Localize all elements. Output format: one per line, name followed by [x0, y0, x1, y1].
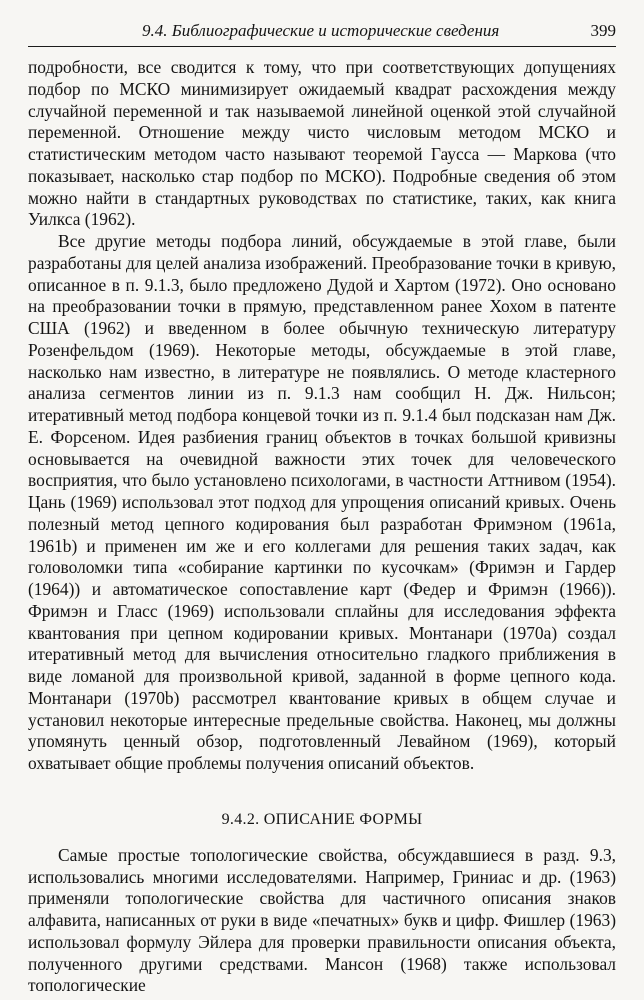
paragraph-line-methods-history: Все другие методы подбора линий, обсуждаемые в этой главе, были разработаны для целей анализа изображений. Преобразование точки в кривую, описанное в п. 9.1.3, было предложено Дудой и Хартом (1972). Оно основано на преобразовании точки в прямую, представленном ранее Хохом в патенте США (1962) и введенном в более обычную техническую литературу Розенфельдом (1969). Некоторые методы, обсуждаемые в этой главе, насколько нам известно, в литературе не появлялись. О методе кластерного анализа сегментов линии из п. 9.1.3 нам сообщил Н. Дж. Нильсон; итеративный метод подбора концевой точки из п. 9.1.4 был подсказан нам Дж. Е. Форсеном. Идея разбиения границ объектов в точках большой кривизны основывается на очевидной важности этих точек для человеческого восприятия, что было установлено психологами, в частности Аттнивом (1954). Цань (1969) использовал этот подход для упрощения описаний кривых. Очень полезный метод цепного кодирования был разработан Фримэном (1961a, 1961b) и применен им же и его коллегами для решения таких задач, как головоломки типа «собирание картинки по кусочкам» (Фримэн и Гардер (1964)) и автоматическое сопоставление карт (Федер и Фримэн (1966)). Фримэн и Гласс (1969) использовали сплайны для исследования эффекта квантования при цепном кодировании кривых. Монтанари (1970a) создал итеративный метод для вычисления относительно гладкого приближения в виде ломаной для произвольной кривой, заданной в форме цепного кода. Монтанари (1970b) рассмотрел квантование кривых в общем случае и установил некоторые интересные предельные свойства. Наконец, мы должны упомянуть ценный обзор, подготовленный Левайном (1969), который охватывает общие проблемы получения описаний объектов. — [28, 231, 616, 773]
running-header — [28, 20, 616, 47]
book-page — [28, 20, 616, 996]
body-text — [28, 57, 616, 997]
paragraph-continuation: подробности, все сводится к тому, что при соответствующих допущениях подбор по МСКО минимизирует ожидаемый квадрат расхождения между случайной переменной и так называемой линейной оценкой этой случайной переменной. Отношение между чисто числовым методом МСКО и статистическим методом часто называют теоремой Гаусса — Маркова (что показывает, насколько стар подбор по МСКО). Подробные сведения об этом можно найти в стандартных руководствах по статистике, таких, как книга Уилкса (1962). — [28, 57, 616, 230]
running-header-title: 9.4. Библиографические и исторические сведения — [142, 21, 500, 40]
page-number: 399 — [590, 21, 616, 40]
paragraph-shape-description: Самые простые топологические свойства, обсуждавшиеся в разд. 9.3, использовались многими исследователями. Например, Гриниас и др. (1963) применяли топологические свойства для частичного описания знаков алфавита, написанных от руки в виде «печатных» букв и цифр. Фишлер (1963) использовал формулу Эйлера для проверки правильности описания объекта, полученного другими средствами. Мансон (1968) также использовал топологические — [28, 844, 616, 996]
section-heading: 9.4.2. ОПИСАНИЕ ФОРМЫ — [221, 810, 423, 828]
